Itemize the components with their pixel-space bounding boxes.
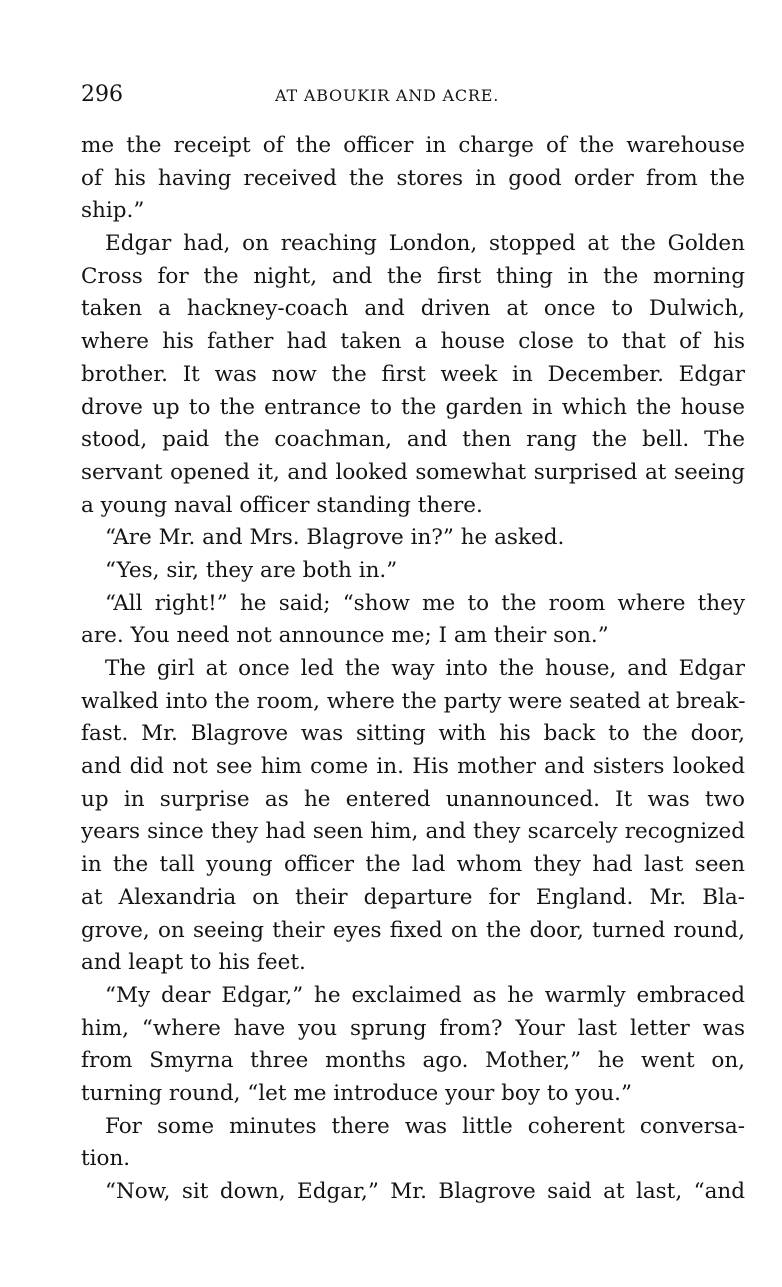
text-line: from Smyrna three months ago. Mother,” he went on, — [81, 1048, 745, 1074]
text-line: “Are Mr. and Mrs. Blagrove in?” he asked. — [105, 525, 565, 551]
text-line: walked into the room, where the party were seated at break- — [81, 688, 745, 714]
text-line: where his father had taken a house close to that of his — [81, 329, 745, 355]
text-line: and leapt to his feet. — [81, 950, 306, 976]
text-line: in the tall young officer the lad whom they had last seen — [81, 852, 745, 878]
text-line: fast. Mr. Blagrove was sitting with his back to the door, — [81, 721, 745, 747]
text-line: The girl at once led the way into the house, and Edgar — [105, 656, 745, 681]
text-line: are. You need not announce me; I am their son.” — [81, 623, 609, 649]
page-header — [81, 80, 745, 110]
text-line: “Yes, sir, they are both in.” — [105, 557, 398, 583]
text-line: Cross for the night, and the first thing in the morning — [81, 263, 745, 289]
text-line: grove, on seeing their eyes fixed on the door, turned round, — [81, 917, 745, 943]
text-line: “Now, sit down, Edgar,” Mr. Blagrove said at last, “and — [105, 1179, 745, 1204]
text-line: servant opened it, and looked somewhat surprised at seeing — [81, 459, 745, 485]
text-line: turning round, “let me introduce your boy to you.” — [81, 1080, 633, 1106]
text-line: of his having received the stores in good order from the — [81, 165, 745, 191]
text-line: at Alexandria on their departure for England. Mr. Bla- — [81, 884, 745, 910]
running-title: AT ABOUKIR AND ACRE. — [275, 86, 500, 105]
text-line: taken a hackney-coach and driven at once to Dulwich, — [81, 296, 745, 322]
body-text — [81, 130, 745, 1209]
text-line: brother. It was now the first week in December. Edgar — [81, 361, 745, 387]
text-line: up in surprise as he entered unannounced. It was two — [81, 786, 745, 812]
page-number: 296 — [81, 82, 123, 107]
text-line: For some minutes there was little coherent conversa- — [105, 1113, 745, 1139]
text-line: stood, paid the coachman, and then rang the bell. The — [81, 427, 745, 453]
text-line: years since they had seen him, and they scarcely recognized — [81, 819, 745, 845]
text-line: “My dear Edgar,” he exclaimed as he warmly embraced — [105, 982, 745, 1008]
text-line: me the receipt of the officer in charge of the warehouse — [81, 133, 745, 158]
text-line: “All right!” he said; “show me to the room where they — [105, 590, 745, 616]
text-line: Edgar had, on reaching London, stopped at the Golden — [105, 231, 745, 257]
text-line: drove up to the entrance to the garden in which the house — [81, 394, 745, 420]
text-line: and did not see him come in. His mother and sisters looked — [81, 754, 745, 780]
text-line: ship.” — [81, 198, 145, 224]
text-line: a young naval officer standing there. — [81, 492, 483, 518]
text-line: him, “where have you sprung from? Your last letter was — [81, 1015, 745, 1041]
text-line: tion. — [81, 1146, 131, 1172]
